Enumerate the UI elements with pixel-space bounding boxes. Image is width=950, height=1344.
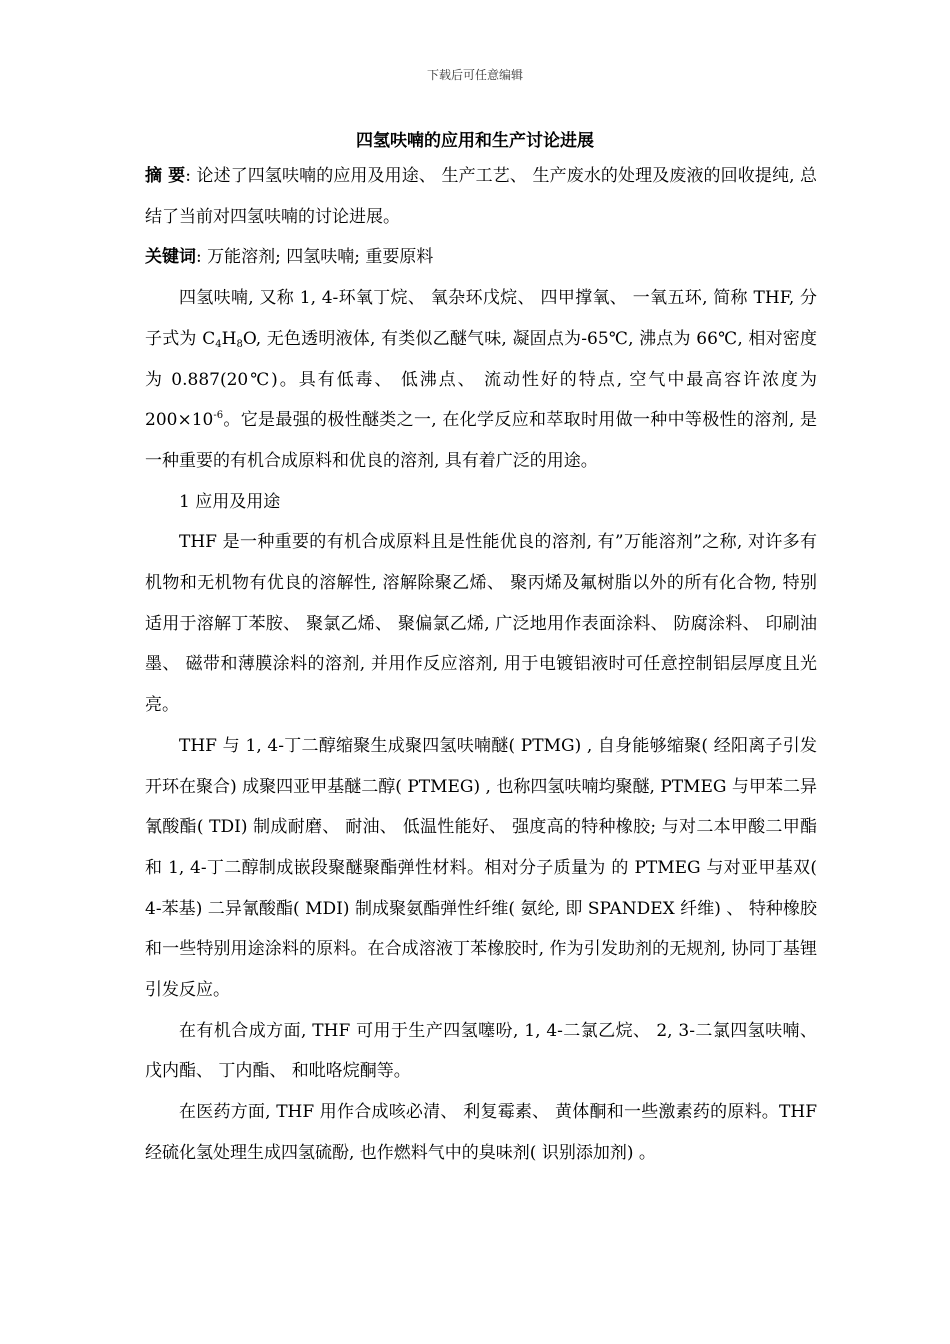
keywords-paragraph [145,237,817,278]
keywords-colon: : [196,247,208,268]
intro-text-1: 四氢呋喃, 又称 1, 4-环氧丁烷、 氧杂环戊烷、 四甲撑氧、 一氧五环, 简称 THF, 分子式为 C [145,288,817,349]
formula-subscript-c: 4 [215,338,222,350]
document-title: 四氢呋喃的应用和生产讨论进展 [356,131,594,151]
formula-subscript-h: 8 [236,338,243,350]
section-heading-1: 1 应用及用途 [179,491,281,512]
abstract-text: 论述了四氢呋喃的应用及用途、 生产工艺、 生产废水的处理及废液的回收提纯, 总结了当前对四氢呋喃的讨论进展。 [145,166,817,227]
abstract-colon: : [185,166,197,186]
paragraph-solvent: THF 是一种重要的有机合成原料且是性能优良的溶剂, 有”万能溶剂”之称, 对许多有机物和无机物有优良的溶解性, 溶解除聚乙烯、 聚丙烯及氟树脂以外的所有化合物, 特别适用于溶解丁苯胺、 聚氯乙烯、 聚偏氯乙烯, 广泛地用作表面涂料、 防腐涂料、 印刷油墨、 磁带和薄膜涂料的溶剂, 并用作反应溶剂, 用于电镀铝液时可任意控制铝层厚度且光亮。 [145,532,817,716]
document-body [145,156,817,1174]
page-header: 下载后可任意编辑 [426,68,523,82]
abstract-paragraph [145,156,817,237]
paragraph-organic-synthesis: 在有机合成方面, THF 可用于生产四氢噻吩, 1, 4-二氯乙烷、 2, 3-二氯四氢呋喃、 戊内酯、 丁内酯、 和吡咯烷酮等。 [145,1020,817,1082]
concentration-exponent: -6 [213,410,224,422]
keywords-label: 关键词 [145,247,196,268]
paragraph-polymer: THF 与 1, 4-丁二醇缩聚生成聚四氢呋喃醚( PTMG) , 自身能够缩聚( 经阳离子引发开环在聚合) 成聚四亚甲基醚二醇( PTMEG) , 也称四氢呋喃均聚醚, PTMEG 与甲苯二异氰酸酯( TDI) 制成耐磨、 耐油、 低温性能好、 强度高的特种橡胶; 与对二本甲酸二甲酯和 1, 4-丁二醇制成嵌段聚醚聚酯弹性材料。相对分子质量为 的 PTMEG 与对亚甲基双( 4-苯基) 二异氰酸酯( MDI) 制成聚氨酯弹性纤维( 氨纶, 即 SPANDEX 纤维) 、 特种橡胶和一些特别用途涂料的原料。在合成溶液丁苯橡胶时, 作为引发助剂的无规剂, 协同丁基锂引发反应。 [145,735,817,1001]
intro-text-4: 。它是最强的极性醚类之一, 在化学反应和萃取时用做一种中等极性的溶剂, 是一种重要的有机合成原料和优良的溶剂, 具有着广泛的用途。 [145,410,817,471]
abstract-label: 摘 要 [145,166,186,186]
intro-text-3: O, 无色透明液体, 有类似乙醚气味, 凝固点为-65℃, 沸点为 66℃, 相对密度为 0.887(20℃)。具有低毒、 低沸点、 流动性好的特点, 空气中最高容许浓度为 200×10 [145,328,817,431]
intro-paragraph [145,278,817,482]
intro-text-2: H [221,328,237,349]
keywords-text: 万能溶剂; 四氢呋喃; 重要原料 [207,247,434,268]
paragraph-pharmaceutical: 在医药方面, THF 用作合成咳必清、 利复霉素、 黄体酮和一些激素药的原料。THF 经硫化氢处理生成四氢硫酚, 也作燃料气中的臭味剂( 识别添加剂) 。 [145,1102,817,1163]
